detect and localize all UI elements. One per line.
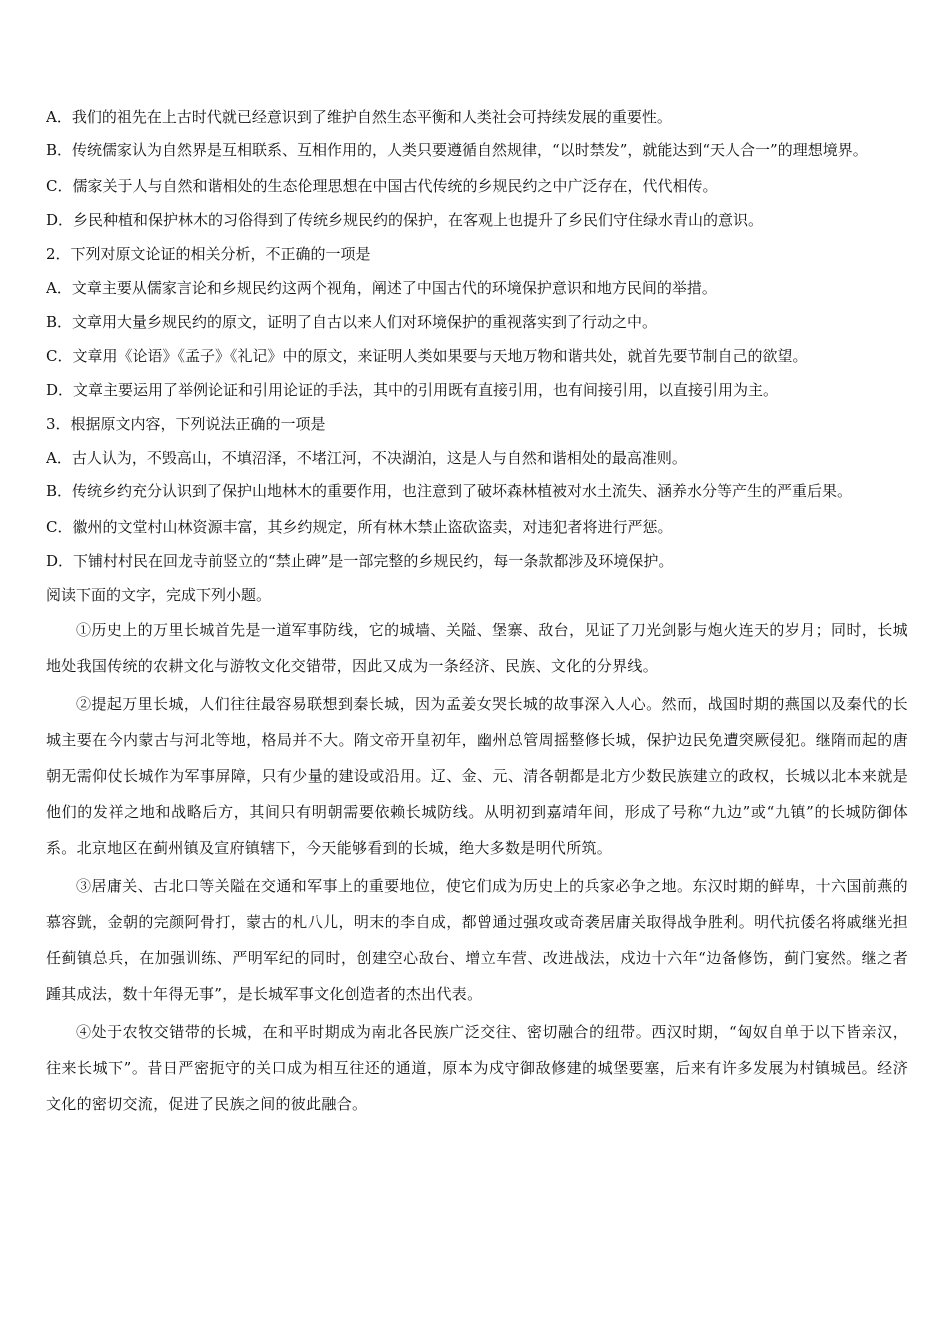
q1-option-c: C．儒家关于人与自然和谐相处的生态伦理思想在中国古代传统的乡规民约之中广泛存在，代代相传。 bbox=[46, 177, 718, 195]
passage bbox=[46, 612, 908, 1122]
q3-option-c: C．徽州的文堂村山林资源丰富，其乡约规定，所有林木禁止盗砍盗卖，对违犯者将进行严惩。 bbox=[46, 518, 673, 536]
passage-paragraph-2: ②提起万里长城，人们往往最容易联想到秦长城，因为孟姜女哭长城的故事深入人心。然而，战国时期的燕国以及秦代的长城主要在今内蒙古与河北等地，格局并不大。隋文帝开皇初年，幽州总管周摇整修长城，保护边民免遭突厥侵犯。继隋而起的唐朝无需仰仗长城作为军事屏障，只有少量的建设或沿用。辽、金、元、清各朝都是北方少数民族建立的政权，长城以北本来就是他们的发祥之地和战略后方，其间只有明朝需要依赖长城防线。从明初到嘉靖年间，形成了号称“九边”或“九镇”的长城防御体系。北京地区在蓟州镇及宣府镇辖下，今天能够看到的长城，绝大多数是明代所筑。 bbox=[46, 695, 908, 857]
q2-stem: 2．下列对原文论证的相关分析，不正确的一项是 bbox=[46, 245, 371, 263]
q1-option-d: D．乡民种植和保护林木的习俗得到了传统乡规民约的保护，在客观上也提升了乡民们守住绿水青山的意识。 bbox=[46, 211, 764, 229]
q2-option-c: C．文章用《论语》《孟子》《礼记》中的原文，来证明人类如果要与天地万物和谐共处，就首先要节制自己的欲望。 bbox=[46, 347, 808, 365]
q2-option-d: D．文章主要运用了举例论证和引用论证的手法，其中的引用既有直接引用，也有间接引用，以直接引用为主。 bbox=[46, 381, 779, 399]
q3-option-b: B．传统乡约充分认识到了保护山地林木的重要作用，也注意到了破坏森林植被对水土流失、涵养水分等产生的严重后果。 bbox=[46, 482, 853, 500]
reading-instruction: 阅读下面的文字，完成下列小题。 bbox=[46, 586, 272, 604]
q3-option-a: A．古人认为，不毁高山，不填沼泽，不堵江河，不决湖泊，这是人与自然和谐相处的最高准则。 bbox=[46, 449, 687, 467]
passage-paragraph-1: ①历史上的万里长城首先是一道军事防线，它的城墙、关隘、堡寨、敌台，见证了刀光剑影与炮火连天的岁月；同时，长城地处我国传统的农耕文化与游牧文化交错带，因此又成为一条经济、民族、文化的分界线。 bbox=[46, 621, 908, 675]
passage-paragraph-4: ④处于农牧交错带的长城，在和平时期成为南北各民族广泛交往、密切融合的纽带。西汉时期，“匈奴自单于以下皆亲汉，往来长城下”。昔日严密扼守的关口成为相互往还的通道，原本为戍守御敌修建的城堡要塞，后来有许多发展为村镇城邑。经济文化的密切交流，促进了民族之间的彼此融合。 bbox=[46, 1023, 908, 1113]
q1-option-a: A．我们的祖先在上古时代就已经意识到了维护自然生态平衡和人类社会可持续发展的重要性。 bbox=[46, 108, 672, 126]
q1-option-b: B．传统儒家认为自然界是互相联系、互相作用的，人类只要遵循自然规律，“以时禁发”，就能达到“天人合一”的理想境界。 bbox=[46, 141, 868, 159]
q2-option-a: A．文章主要从儒家言论和乡规民约这两个视角，阐述了中国古代的环境保护意识和地方民间的举措。 bbox=[46, 279, 717, 297]
exam-page bbox=[46, 100, 908, 1122]
q3-option-d: D．下铺村村民在回龙寺前竖立的“禁止碑”是一部完整的乡规民约，每一条款都涉及环境保护。 bbox=[46, 552, 674, 570]
q2-option-b: B．文章用大量乡规民约的原文，证明了自古以来人们对环境保护的重视落实到了行动之中。 bbox=[46, 313, 658, 331]
q3-stem: 3．根据原文内容，下列说法正确的一项是 bbox=[46, 415, 326, 433]
passage-paragraph-3: ③居庸关、古北口等关隘在交通和军事上的重要地位，使它们成为历史上的兵家必争之地。东汉时期的鲜卑，十六国前燕的慕容皝，金朝的完颜阿骨打，蒙古的札八儿，明末的李自成，都曾通过强攻或奇袭居庸关取得战争胜利。明代抗倭名将戚继光担任蓟镇总兵，在加强训练、严明军纪的同时，创建空心敌台、增立车营、改进战法，戍边十六年“边备修饬，蓟门宴然。继之者踵其成法，数十年得无事”，是长城军事文化创造者的杰出代表。 bbox=[46, 877, 908, 1003]
